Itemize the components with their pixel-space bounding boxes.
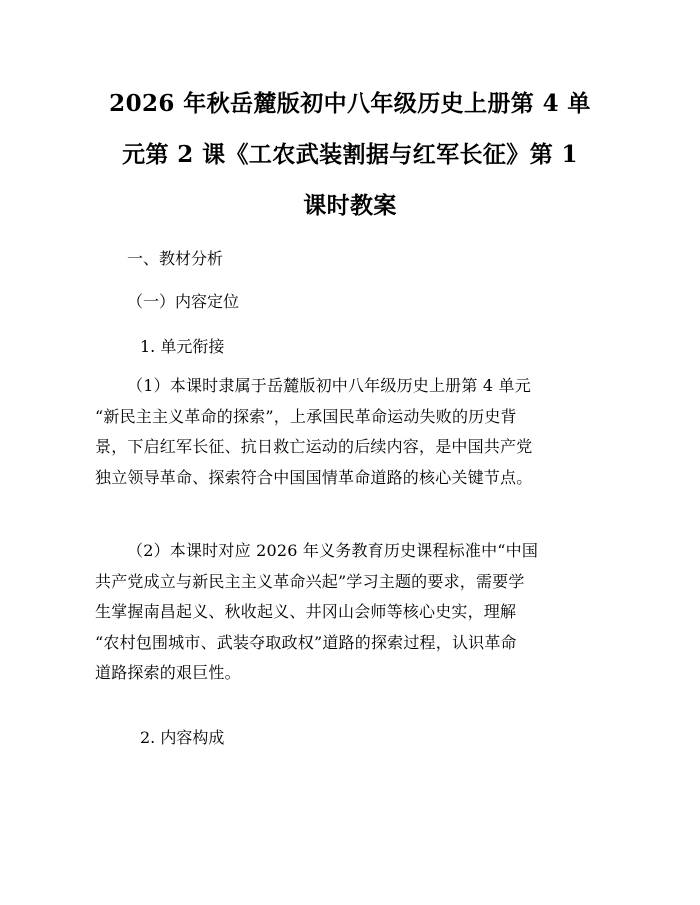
paragraph-line: “农村包围城市、武装夺取政权”道路的探索过程，认识革命: [95, 632, 517, 652]
section-heading-material-analysis: 一、教材分析: [127, 249, 224, 268]
paragraph-line: 景，下启红军长征、抗日救亡运动的后续内容，是中国共产党: [95, 437, 533, 456]
document-title: [100, 78, 600, 231]
item-heading-content-composition: 2. 内容构成: [140, 728, 225, 747]
title-line: 课时教案: [303, 192, 397, 219]
item-heading-unit-connection: 1. 单元衔接: [140, 337, 225, 356]
title-line: 元第 2 课《工农武装割据与红军长征》第 1: [122, 141, 578, 168]
paragraph-curriculum-standard: [95, 536, 615, 689]
paragraph-line: 独立领导革命、探索符合中国国情革命道路的核心关键节点。: [95, 467, 533, 487]
paragraph-line: （1）本课时隶属于岳麓版初中八年级历史上册第 4 单元: [127, 376, 531, 395]
paragraph-line: 共产党成立与新民主主义革命兴起”学习主题的要求，需要学: [95, 571, 525, 591]
paragraph-line: （2）本课时对应 2026 年义务教育历史课程标准中“中国: [127, 541, 539, 560]
subsection-heading-content-position: （一）内容定位: [127, 292, 240, 311]
paragraph-line: 生掌握南昌起义、秋收起义、井冈山会师等核心史实，理解: [95, 602, 517, 621]
title-line: 2026 年秋岳麓版初中八年级历史上册第 4 单: [109, 90, 591, 117]
paragraph-line: 道路探索的艰巨性。: [95, 663, 241, 682]
paragraph-line: “新民主主义革命的探索”，上承国民革命运动失败的历史背: [95, 406, 517, 426]
paragraph-unit-position: [95, 371, 615, 493]
